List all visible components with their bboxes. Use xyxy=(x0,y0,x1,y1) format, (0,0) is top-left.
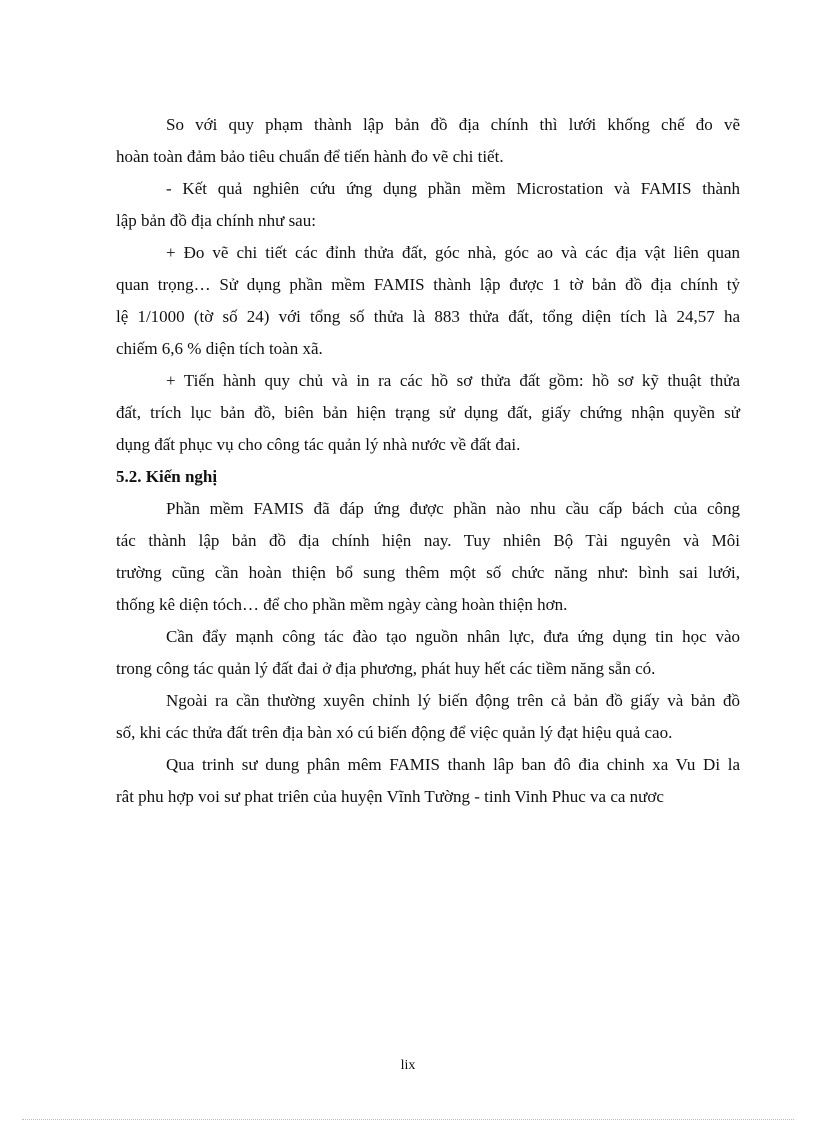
paragraph-2 xyxy=(116,173,740,237)
text-line: đất, trích lục bản đồ, biên bản hiện trạng sử dụng đất, giấy chứng nhận quyền sử xyxy=(116,403,740,422)
text-line: lập bản đồ địa chính như sau: xyxy=(116,211,316,230)
text-line: Phần mềm FAMIS đã đáp ứng được phần nào nhu cầu cấp bách của công xyxy=(166,499,740,518)
paragraph-6 xyxy=(116,621,740,685)
text-line: Qua trinh sư dung phân mêm FAMIS thanh lâp ban đô đia chinh xa Vu Di la xyxy=(166,755,740,774)
text-line: số, khi các thửa đất trên địa bàn xó cú biến động để việc quản lý đạt hiệu quả cao. xyxy=(116,723,673,742)
text-line: thống kê diện tóch… để cho phần mềm ngày càng hoàn thiện hơn. xyxy=(116,595,568,614)
text-line: Cần đẩy mạnh công tác đào tạo nguồn nhân lực, đưa ứng dụng tin học vào xyxy=(166,627,740,646)
text-line: rât phu hợp voi sư phat triên của huyện Vĩnh Tường - tinh Vinh Phuc va ca nươc xyxy=(116,787,664,806)
text-line: Ngoài ra cần thường xuyên chỉnh lý biến động trên cả bản đồ giấy và bản đồ xyxy=(166,691,740,710)
text-line: tác thành lập bản đồ địa chính hiện nay. Tuy nhiên Bộ Tài nguyên và Môi xyxy=(116,531,740,550)
text-line: chiếm 6,6 % diện tích toàn xã. xyxy=(116,339,323,358)
paragraph-5 xyxy=(116,493,740,621)
text-line: So với quy phạm thành lập bản đồ địa chính thì lưới khống chế đo vẽ xyxy=(166,115,740,134)
text-line: + Tiến hành quy chủ và in ra các hồ sơ thửa đất gồm: hồ sơ kỹ thuật thửa xyxy=(166,371,740,390)
text-line: hoàn toàn đảm bảo tiêu chuẩn để tiến hành đo vẽ chi tiết. xyxy=(116,147,504,166)
paragraph-8 xyxy=(116,749,740,813)
paragraph-1 xyxy=(116,109,740,173)
page-number: lix xyxy=(400,1058,416,1073)
page-divider xyxy=(22,1119,794,1120)
document-body xyxy=(116,109,740,813)
text-line: + Đo vẽ chi tiết các đỉnh thửa đất, góc nhà, góc ao và các địa vật liên quan xyxy=(166,243,740,262)
text-line: trong công tác quản lý đất đai ở địa phương, phát huy hết các tiềm năng sẵn có. xyxy=(116,659,656,678)
text-line: - Kết quả nghiên cứu ứng dụng phần mềm Microstation và FAMIS thành xyxy=(166,179,740,198)
section-heading: 5.2. Kiến nghị xyxy=(116,467,218,486)
text-line: dụng đất phục vụ cho công tác quản lý nhà nước về đất đai. xyxy=(116,435,521,454)
text-line: trường cũng cần hoàn thiện bổ sung thêm một số chức năng như: bình sai lưới, xyxy=(116,563,740,582)
text-line: quan trọng… Sử dụng phần mềm FAMIS thành lập được 1 tờ bản đồ địa chính tỷ xyxy=(116,275,740,294)
paragraph-3 xyxy=(116,237,740,365)
paragraph-4 xyxy=(116,365,740,461)
paragraph-7 xyxy=(116,685,740,749)
text-line: lệ 1/1000 (tờ số 24) với tổng số thửa là 883 thửa đất, tổng diện tích là 24,57 ha xyxy=(116,307,740,326)
